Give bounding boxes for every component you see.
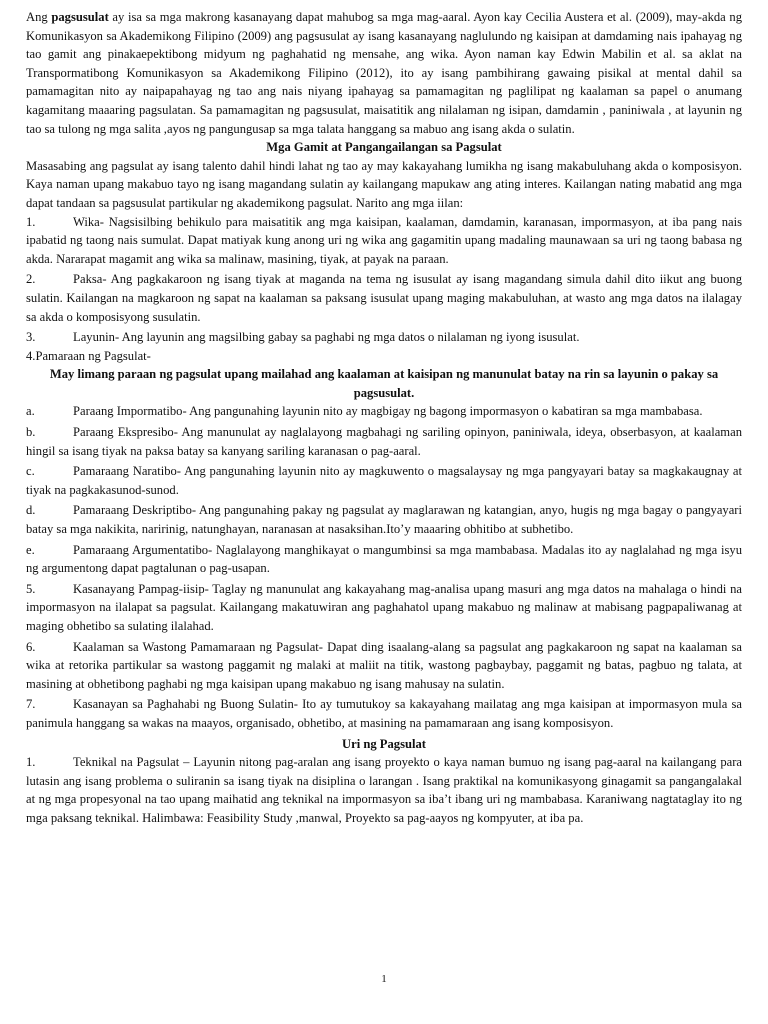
list-item-wika [26, 213, 742, 269]
list-item-teknikal [26, 753, 742, 827]
section-heading-gamit: Mga Gamit at Pangangailangan sa Pagsulat [266, 140, 502, 155]
list-item-pamaraan: 4.Pamaraan ng Pagsulat- [26, 348, 151, 363]
mode-item-text: Pamaraang Naratibo- Ang pangunahing layunin nito ay magkuwento o magsalaysay ng mga pangyayari batay sa magkakaugnay at tiyak na pagkakasunod-sunod. [26, 464, 742, 497]
mode-item-ekspresibo [26, 423, 742, 460]
list-item-number: 7. [26, 697, 36, 712]
section-paragraph-gamit: Masasabing ang pagsulat ay isang talento dahil hindi lahat ng tao ay may kakayahang lumikha ng isang makabuluhang akda o komposisyon. Kaya naman upang makabuo tayo ng isang magandang sulatin ay kailangang mapukaw ang ating interes. Kailangan nating mabatid ang mga dapat tandaan sa pagsusulat partikular ng akademikong pagsulat. Narito ang mga iilan: [26, 158, 742, 210]
list-item-layunin [26, 328, 742, 347]
mode-item-text: Pamaraang Deskriptibo- Ang pangunahing pakay ng pagsulat ay maglarawan ng katangian, anyo, hugis ng mga bagay o pangyayari batay sa mga nakikita, naririnig, natunghayan, naranasan at nasaksihan.Ito’y maaaring obhitibo at subhetibo. [26, 503, 742, 537]
mode-item-text: Paraang Ekspresibo- Ang manunulat ay naglalayong magbahagi ng sariling opinyon, paniniwala, ideya, obserbasyon, at kaalaman hingil sa isang tiyak na paksa batay sa kanyang sariling karanasan o pag-aaral. [26, 425, 742, 458]
list-item-number: 5. [26, 581, 36, 596]
list-item-text: Kaalaman sa Wastong Pamamaraan ng Pagsulat- Dapat ding isaalang-alang sa pagsulat ang pagkakaroon ng sapat na kaalaman sa wika at retorika partikular sa wastong paggamit ng malaki at maliit na titik, wastong pagbaybay, paggamit ng batas, pagbuo ng talata, at masining at obhetibong paghabi ng mga kaisipan upang makabuo ng isang mahusay na sulatin. [26, 639, 742, 691]
mode-item-letter: e. [26, 542, 35, 557]
mode-item-letter: c. [26, 464, 35, 479]
list-item-text: Kasanayang Pampag-iisip- Taglay ng manunulat ang kakayahang mag-analisa upang masuri ang mga datos na mahalaga o hindi na impormasyon na ilalapat sa pagsulat. Kailangang makatuwiran ang paghahatol upang makabuo ng malinaw at mabisang pagpapaliwanag at maging obhetibo sa sulating ilalahad. [26, 581, 742, 633]
list-item-pampag-iisip [26, 580, 742, 636]
list-item-text: Kasanayan sa Paghahabi ng Buong Sulatin- Ito ay tumutukoy sa kakayahang mailatag ang mga kaisipan at impormasyon mula sa panimula hanggang sa wakas na maayos, organisado, obhetibo, at masining na pamamaraan ang isang komposisyon. [26, 697, 742, 730]
list-item-text: Wika- Nagsisilbing behikulo para maisatitik ang mga kaisipan, kaalaman, damdamin, karanasan, impormasyon, at iba pang nais ipabatid ng taong nais sumulat. Dapat matiyak kung anong uri ng wika ang gagamitin upang madaling maunawaan sa uri ng taong babasa ng akda. Nararapat magamit ang wika sa malinaw, masining, tiyak, at payak na paraan. [26, 214, 742, 266]
page-number: 1 [381, 973, 387, 985]
list-item-text: Layunin- Ang layunin ang magsilbing gabay sa paghabi ng mga datos o nilalaman ng iyong isusulat. [73, 330, 580, 345]
list-item-paksa [26, 270, 742, 326]
list-item-wastong-pamamaraan [26, 638, 742, 694]
list-item-paghahabi [26, 695, 742, 732]
mode-item-letter: a. [26, 404, 35, 419]
intro-lead: Ang [26, 10, 52, 24]
list-item-text: Teknikal na Pagsulat – Layunin nitong pag-aralan ang isang proyekto o kaya naman bumuo ng isang pag-aaral na kailangang para lutasin ang isang problema o suliranin sa isang tiyak na disiplina o larangan . Isang praktikal na komunikasyong ginagamit sa pangangalakal at ng mga propesyonal na tao upang maihatid ang teknikal na impormasyon sa iba’t ibang uri ng mambabasa. Karaniwang nagtataglay ito ng mga paksang teknikal. Halimbawa: Feasibility Study ,manwal, Proyekto sa pag-aayos ng kompyuter, at iba pa. [26, 755, 742, 825]
mode-item-letter: b. [26, 425, 36, 440]
list-item-number: 1. [26, 755, 36, 770]
mode-item-deskriptibo [26, 501, 742, 538]
intro-term: pagsusulat [51, 10, 109, 24]
intro-text: ay isa sa mga makrong kasanayang dapat mahubog sa mga mag-aaral. Ayon kay Cecilia Austera et al. (2009), may-akda ng Komunikasyon sa Akademikong Filipino (2009) ang pagsusulat ay isang kasanayang naglulundo ng kaisipan at damdaming nais ipahayag ng tao gamit ang pinakaepektibong midyum ng paghahatid ng mensahe, ang wika. Ayon naman kay Edwin Mabilin et al. sa aklat na Transpormatibong Komunikasyon sa Akademikong Filipino (2012), ito ay isang pambihirang gawaing pisikal at mental dahil sa pamamagitan nito ay naipapahayag ng tao ang nais niyang ipahayag sa pamamagitan ng paglilipat ng kaalaman sa papel o anumang kagamitang maaaring pagsulatan. Sa pamamagitan ng pagsusulat, maisatitik ang nilalaman ng isipan, damdamin , paniniwala , at layunin ng tao sa tulong ng mga salita ,ayos ng pangungusap sa mga talata hanggang sa mabuo ang isang akda o sulatin. [26, 10, 743, 136]
mode-item-impormatibo [26, 402, 742, 421]
list-item-number: 6. [26, 639, 36, 654]
section-heading-uri: Uri ng Pagsulat [342, 736, 426, 751]
mode-item-letter: d. [26, 503, 36, 518]
list-item-text: Paksa- Ang pagkakaroon ng isang tiyak at maganda na tema ng isusulat ay isang magandang simula dahil dito iikut ang buong sulatin. Kailangan na magkaroon ng sapat na kaalaman sa paksang isusulat upang maging makabuluhan, at wasto ang mga datos na ilalagay sa akda o komposisyong susulatin. [26, 272, 742, 324]
mode-item-naratibo [26, 462, 742, 499]
list-item-number: 1. [26, 214, 36, 229]
list-item-number: 3. [26, 330, 36, 345]
mode-item-argumentatibo [26, 541, 742, 578]
intro-paragraph [26, 8, 742, 138]
mode-item-text: Paraang Impormatibo- Ang pangunahing layunin nito ay magbigay ng bagong impormasyon o kabatiran sa mga mambabasa. [73, 404, 703, 419]
list-item-number: 2. [26, 272, 36, 287]
mode-item-text: Pamaraang Argumentatibo- Naglalayong manghikayat o mangumbinsi sa mga mambabasa. Madalas ito ay naglalahad ng mga isyu ng argumentong dapat pagtalunan o pag-usapan. [26, 542, 742, 576]
bold-note: May limang paraan ng pagsulat upang mailahad ang kaalaman at kaisipan ng manunulat batay na rin sa layunin o pakay sa pagsusulat. [49, 367, 719, 400]
